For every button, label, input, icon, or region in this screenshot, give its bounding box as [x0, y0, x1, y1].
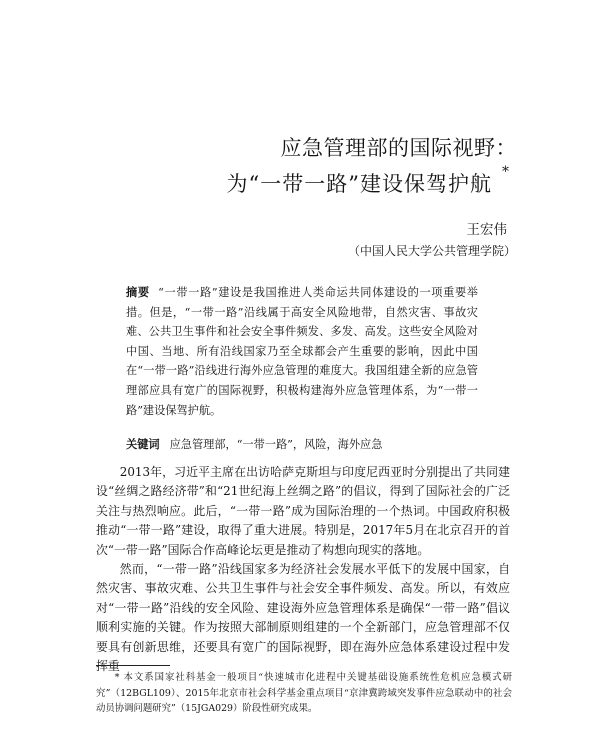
abstract	[126, 283, 478, 420]
abstract-text: “一带一路”建设是我国推进人类命运共同体建设的一项重要举措。但是，“一带一路”沿线属于高安全风险地带，自然灾害、事故灾难、公共卫生事件和社会安全事件频发、多发、高发。这些安全风险对中国、当地、所有沿线国家乃至全球都会产生重要的影响，因此中国在“一带一路”沿线进行海外应急管理的难度大。我国组建全新的应急管理部应具有宽广的国际视野，积极构建海外应急管理体系，为“一带一路”建设保驾护航。	[126, 286, 478, 417]
abstract-label: 摘要	[126, 286, 150, 299]
body-text	[96, 463, 510, 676]
keywords-text: 应急管理部，“一带一路”，风险，海外应急	[169, 438, 383, 451]
footnote-divider	[96, 665, 170, 666]
body-paragraph-1: 2013年，习近平主席在出访哈萨克斯坦与印度尼西亚时分别提出了共同建设“丝绸之路经济带”和“21世纪海上丝绸之路”的倡议，得到了国际社会的广泛关注与热烈响应。此后，“一带一路”成为国际治理的一个热词。中国政府积极推动“一带一路”建设，取得了重大进展。特别是，2017年5月在北京召开的首次“一带一路”国际合作高峰论坛更是推动了构想向现实的落地。	[96, 465, 510, 557]
title-line-1: 应急管理部的国际视野：	[280, 136, 517, 160]
keywords-label: 关键词	[126, 438, 160, 451]
title-line-2: 为“一带一路”建设保驾护航	[226, 172, 492, 196]
author-name: 王宏伟	[466, 222, 507, 238]
keywords	[126, 436, 382, 452]
title-footnote-mark: *	[502, 164, 509, 180]
footnote-text: * 本文系国家社科基金一般项目“快速城市化进程中关键基础设施系统性危机应急模式研究”（12BGL109）、2015年北京市社会科学基金重点项目“京津冀跨域突发事件应急联动中的社会动员协调问题研究”（15JGA029）阶段性研究成果。	[96, 672, 512, 715]
footnote	[96, 670, 512, 717]
body-paragraph-2: 然而，“一带一路”沿线国家多为经济社会发展水平低下的发展中国家，自然灾害、事故灾难、公共卫生事件与社会安全事件频发、高发。所以，有效应对“一带一路”沿线的安全风险、建设海外应急管理体系是确保“一带一路”倡议顺利实施的关键。作为按照大部制原则组建的一个全新部门，应急管理部不仅要具有创新思维，还要具有宽广的国际视野，即在海外应急体系建设过程中发挥重	[96, 562, 510, 674]
author-affiliation: （中国人民大学公共管理学院）	[347, 244, 516, 258]
